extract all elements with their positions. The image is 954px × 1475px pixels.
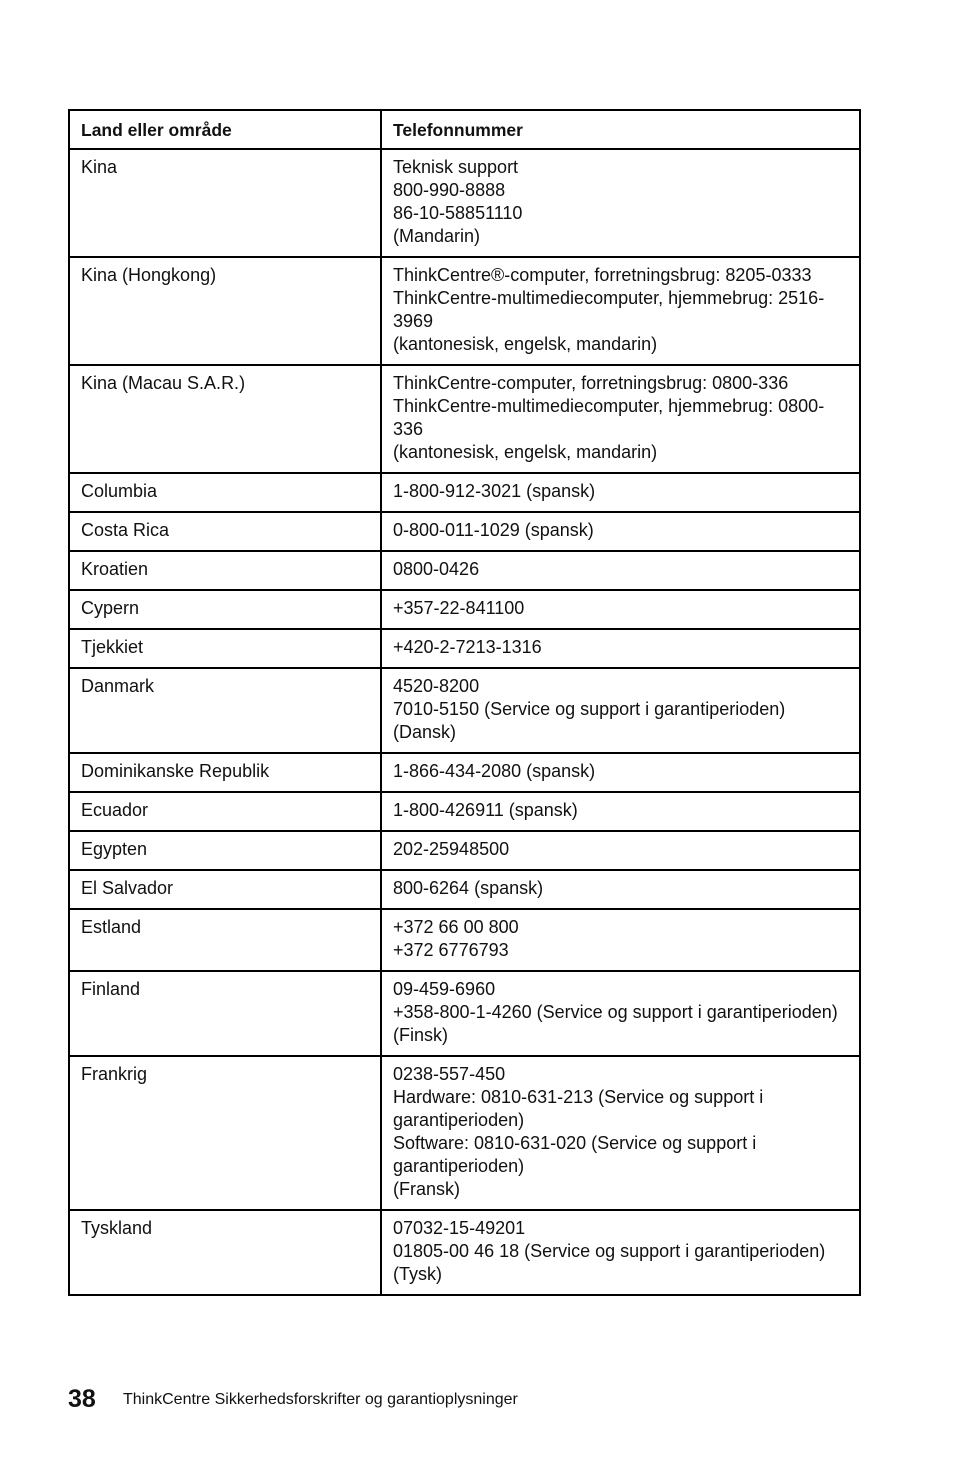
phone-cell [381,971,860,1056]
country-cell: Finland [69,971,381,1056]
table-row [69,1056,860,1210]
phone-line: ThinkCentre-multimediecomputer, hjemmebrug: 2516-3969 [393,288,825,331]
table-row [69,792,860,831]
header-country: Land eller område [69,110,381,149]
phone-line: ThinkCentre-computer, forretningsbrug: 0800-336 [393,373,789,393]
phone-cell [381,590,860,629]
phone-line: (Tysk) [393,1264,442,1284]
country-cell: Estland [69,909,381,971]
table-row [69,831,860,870]
phone-cell [381,1056,860,1210]
country-cell: Tyskland [69,1210,381,1295]
table-row [69,473,860,512]
country-cell: Kina (Macau S.A.R.) [69,365,381,473]
phone-cell [381,1210,860,1295]
phone-line: ThinkCentre-multimediecomputer, hjemmebrug: 0800-336 [393,396,825,439]
phone-line: ThinkCentre®-computer, forretningsbrug: 8205-0333 [393,265,812,285]
phone-line: 09-459-6960 [393,979,496,999]
table-row [69,753,860,792]
phone-cell [381,473,860,512]
phone-line: (kantonesisk, engelsk, mandarin) [393,442,658,462]
phone-line: 1-800-426911 (spansk) [393,800,578,820]
phone-cell [381,909,860,971]
phone-cell [381,668,860,753]
phone-line: 1-800-912-3021 (spansk) [393,481,596,501]
phone-line: 07032-15-49201 [393,1218,526,1238]
phone-cell [381,753,860,792]
country-cell: Ecuador [69,792,381,831]
phone-cell [381,257,860,365]
phone-line: (kantonesisk, engelsk, mandarin) [393,334,658,354]
phone-line: +420-2-7213-1316 [393,637,542,657]
country-cell: Costa Rica [69,512,381,551]
phone-line: 1-866-434-2080 (spansk) [393,761,596,781]
phone-line: +372 66 00 800 [393,917,519,937]
phone-cell [381,149,860,257]
table-row [69,909,860,971]
country-cell: Columbia [69,473,381,512]
phone-line: (Fransk) [393,1179,460,1199]
phone-cell [381,512,860,551]
country-cell: Cypern [69,590,381,629]
document-title: ThinkCentre Sikkerhedsforskrifter og garantioplysninger [123,1391,518,1408]
phone-line: (Mandarin) [393,226,481,246]
table-row [69,1210,860,1295]
phone-cell [381,629,860,668]
country-cell: Kroatien [69,551,381,590]
phone-line: 86-10-58851110 [393,203,523,223]
country-cell: Kina (Hongkong) [69,257,381,365]
page-number: 38 [68,1385,96,1413]
country-cell: Egypten [69,831,381,870]
table-row [69,590,860,629]
country-cell: Danmark [69,668,381,753]
table-row [69,257,860,365]
phone-line: 0800-0426 [393,559,480,579]
table-row [69,971,860,1056]
phone-line: Software: 0810-631-020 (Service og support i garantiperioden) [393,1133,757,1176]
phone-line: 4520-8200 [393,676,480,696]
table-row [69,512,860,551]
phone-line: Hardware: 0810-631-213 (Service og support i garantiperioden) [393,1087,764,1130]
phone-line: 202-25948500 [393,839,510,859]
phone-line: 0-800-011-1029 (spansk) [393,520,594,540]
phone-line: Teknisk support [393,157,519,177]
country-cell: Tjekkiet [69,629,381,668]
header-phone: Telefonnummer [381,110,860,149]
phone-line: (Finsk) [393,1025,448,1045]
phone-line: 7010-5150 (Service og support i garantiperioden) [393,699,786,719]
country-cell: El Salvador [69,870,381,909]
country-cell: Dominikanske Republik [69,753,381,792]
phone-cell [381,870,860,909]
phone-line: +358-800-1-4260 (Service og support i garantiperioden) [393,1002,838,1022]
table-header-row [69,110,860,149]
phone-line: 0238-557-450 [393,1064,506,1084]
phone-line: 01805-00 46 18 (Service og support i garantiperioden) [393,1241,826,1261]
table-row [69,365,860,473]
phone-cell [381,365,860,473]
table-row [69,629,860,668]
country-cell: Kina [69,149,381,257]
phone-line: 800-990-8888 [393,180,506,200]
phone-line: (Dansk) [393,722,457,742]
country-cell: Frankrig [69,1056,381,1210]
phone-line: +372 6776793 [393,940,509,960]
phone-line: +357-22-841100 [393,598,525,618]
phone-cell [381,831,860,870]
phone-cell [381,551,860,590]
table-row [69,551,860,590]
table-row [69,668,860,753]
phone-line: 800-6264 (spansk) [393,878,544,898]
table-row [69,149,860,257]
table-body [69,149,860,1295]
table-row [69,870,860,909]
contact-table [68,109,861,1296]
phone-cell [381,792,860,831]
